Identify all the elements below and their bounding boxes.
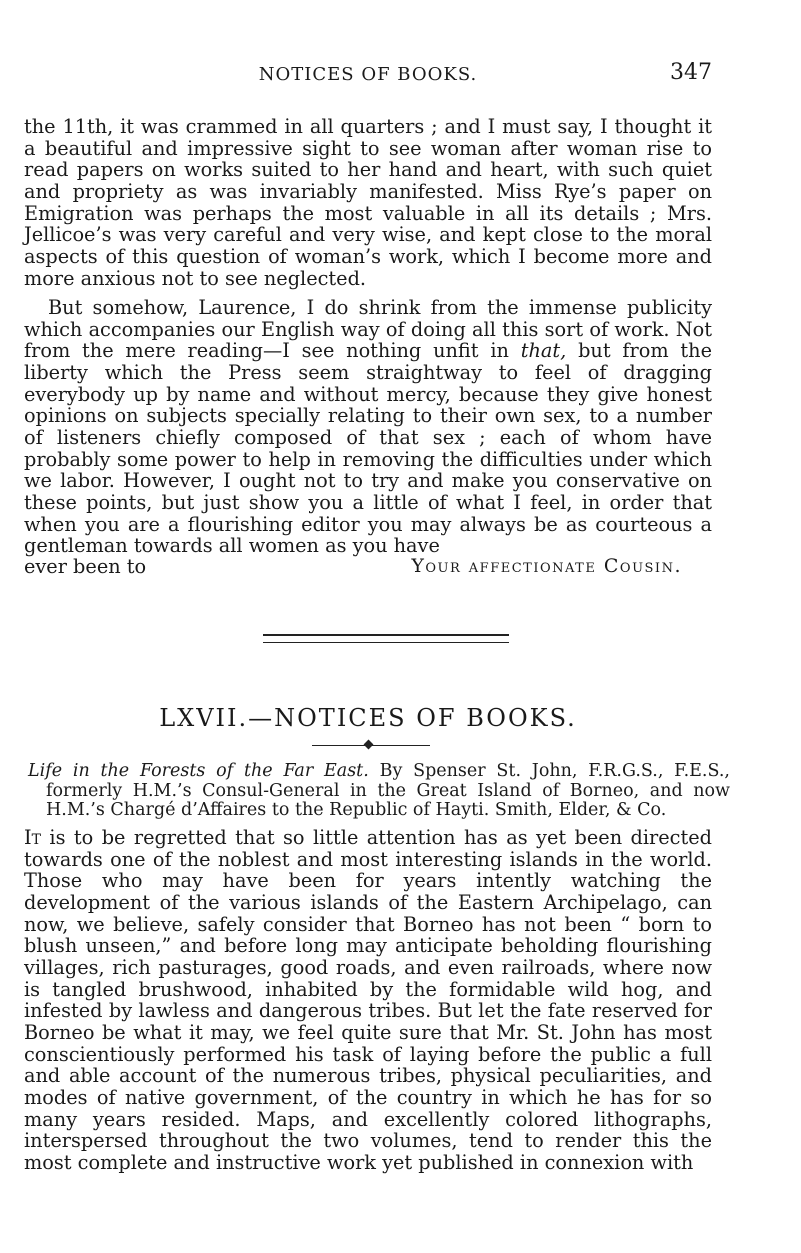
page-number: 347 — [670, 60, 712, 85]
diamond-ornament-icon — [364, 740, 374, 750]
running-head — [24, 60, 712, 94]
emphasis-that: that, — [520, 339, 567, 363]
letter-paragraph-2-start: But somehow, Laurence, I do shrink from the immense publicity which accompanies our English way of doing all this sort of work. Not from the mere reading—I see nothing unfit in — [24, 296, 712, 363]
book-details: By Spenser St. John, F.R.G.S., F.E.S., formerly H.M.’s Consul-General in the Great Island of Borneo, and now H.M.’s Chargé d’Affaires to the Republic of Hayti. Smith, Elder, & Co. — [46, 761, 730, 820]
section-divider — [263, 634, 509, 643]
letter-signature: Your affectionate Cousin. — [411, 555, 682, 577]
book-citation — [28, 762, 730, 821]
review-paragraph — [24, 827, 712, 1174]
review-body: is to be regretted that so little attention has as yet been directed towards one of the noblest and most interesting islands in the world. Those who may have been for years intently watching the development of the various islands of the Eastern Archipelago, can now, we believe, safely consider that Borneo has not been “ born to blush unseen,” and before long may anticipate beholding flourishing villages, rich pasturages, good roads, and even railroads, where now is tangled brushwood, inhabited by the formidable wild hog, and infested by lawless and dangerous tribes. But let the fate reserved for Borneo be what it may, we feel quite sure that Mr. St. John has most conscientiously performed his task of laying before the public a full and able account of the numerous tribes, physical peculiarities, and modes of native government, of the country in which he has for so many years resided. Maps, and excellently colored lithographs, interspersed throughout the two volumes, tend to render this the most complete and instructive work yet published in connexion with — [24, 826, 712, 1174]
running-title: NOTICES OF BOOKS. — [258, 64, 478, 85]
letter-paragraph-2-end: but from the liberty which the Press seem straightway to feel of dragging everybody up by name and without mercy, because they give honest opinions on subjects specially relating to their own sex, to a number of listeners chiefly composed of that sex ; each of whom have probably some power to help in removing the difficulties under which we labor. However, I ought not to try and make you conservative on these points, but just show you a little of what I feel, in order that when you are a flourishing editor you may always be as courteous a gentleman towards all women as you have — [24, 339, 712, 558]
letter-closing: ever been to — [24, 555, 147, 578]
review-opening-word: It — [24, 826, 41, 849]
letter-paragraph-1: the 11th, it was crammed in all quarters ; and I must say, I thought it a beautiful and impressive sight to see woman after woman rise to read papers on works suited to her hand and heart, with such quiet and propriety as was invariably manifested. Miss Rye’s paper on Emigration was perhaps the most valuable in all its details ; Mrs. Jellicoe’s was very careful and very wise, and kept close to the moral aspects of this question of woman’s work, which I become more and more anxious not to see neglected. — [24, 115, 712, 290]
letter-signoff — [24, 556, 712, 580]
book-title: Life in the Forests of the Far East. — [28, 761, 369, 781]
letter-paragraph-2 — [24, 297, 712, 557]
chapter-heading: LXVII.—NOTICES OF BOOKS. — [159, 704, 577, 732]
